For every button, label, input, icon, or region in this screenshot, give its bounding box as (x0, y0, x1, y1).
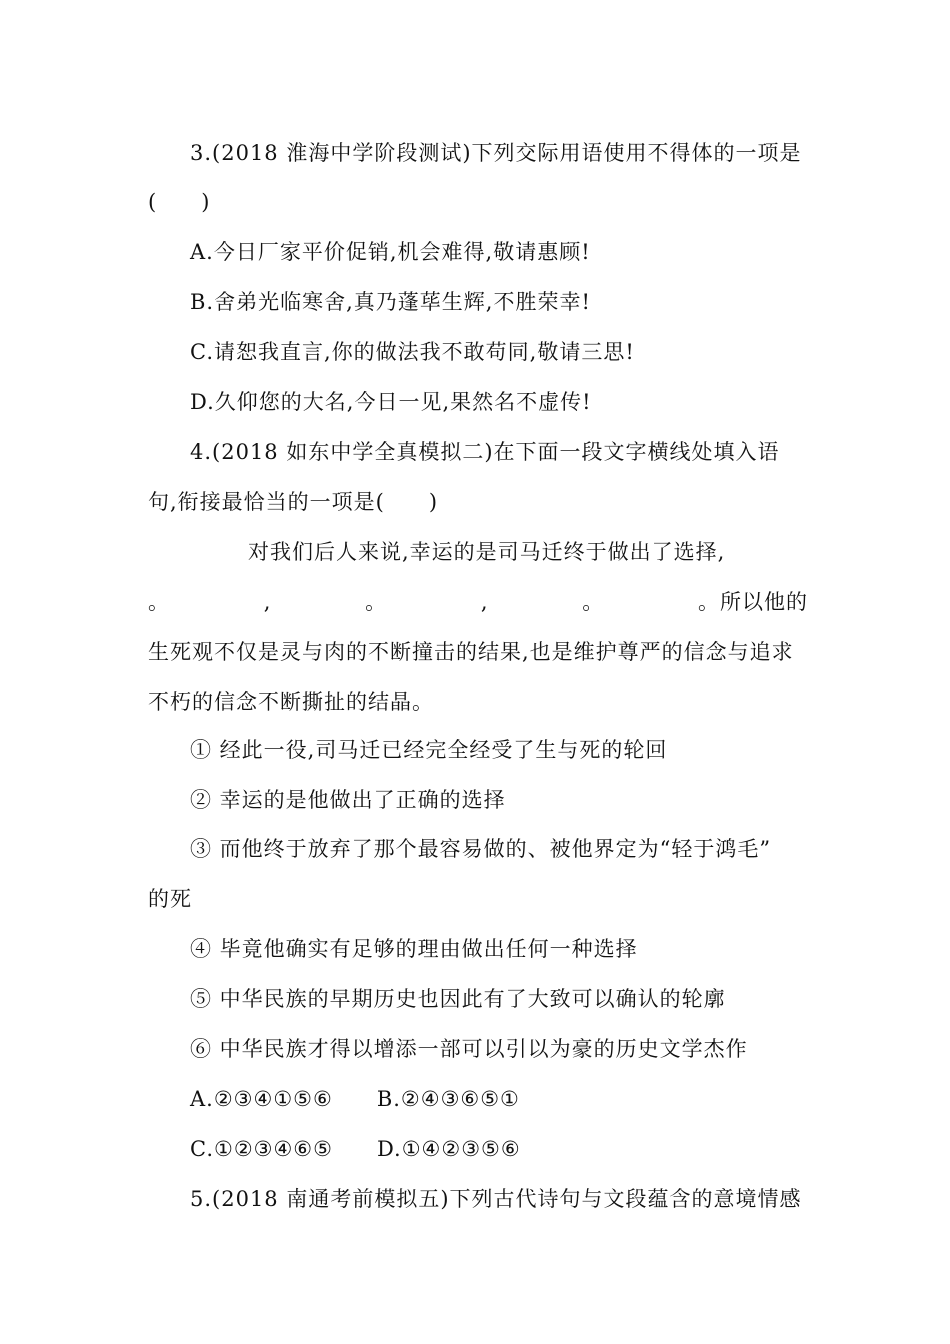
q4-sentence-4: ④ 毕竟他确实有足够的理由做出任何一种选择 (190, 937, 638, 961)
q4-stem-line-1: 4.(2018 如东中学全真模拟二)在下面一段文字横线处填入语 (190, 440, 780, 464)
q5-stem-line-1: 5.(2018 南通考前模拟五)下列古代诗句与文段蕴含的意境情感 (190, 1187, 802, 1211)
blank-mark: 。所以他的 (697, 590, 808, 614)
blank-mark: , (480, 590, 489, 614)
q4-passage-line-3: 生死观不仅是灵与肉的不断撞击的结果,也是维护尊严的信念与追求 (148, 640, 794, 664)
q4-choice-c: C.①②③④⑥⑤ (190, 1137, 333, 1161)
q4-choice-d: D.①④②③⑤⑥ (376, 1137, 521, 1161)
q3-stem-line-2: ( ) (148, 190, 211, 214)
q4-passage-line-1: 对我们后人来说,幸运的是司马迁终于做出了选择, (248, 540, 726, 564)
blank-mark: , (263, 590, 272, 614)
q4-sentence-2: ② 幸运的是他做出了正确的选择 (190, 788, 506, 812)
q3-option-a: A.今日厂家平价促销,机会难得,敬请惠顾! (190, 240, 591, 264)
blank-mark: 。 (148, 590, 170, 614)
q4-sentence-5: ⑤ 中华民族的早期历史也因此有了大致可以确认的轮廓 (190, 987, 726, 1011)
q3-option-d: D.久仰您的大名,今日一见,果然名不虚传! (190, 390, 592, 414)
q4-choice-a: A.②③④①⑤⑥ (190, 1087, 333, 1111)
q4-passage-blank-line (148, 589, 808, 615)
q4-sentence-3: ③ 而他终于放弃了那个最容易做的、被他界定为“轻于鸿毛” (190, 837, 772, 861)
q4-sentence-6: ⑥ 中华民族才得以增添一部可以引以为豪的历史文学杰作 (190, 1037, 748, 1061)
q3-option-c: C.请恕我直言,你的做法我不敢苟同,敬请三思! (190, 340, 635, 364)
blank-mark: 。 (365, 590, 388, 614)
q4-passage-line-4: 不朽的信念不断撕扯的结晶。 (148, 690, 434, 714)
q4-choices-row-2 (190, 1136, 521, 1162)
q4-stem-line-2: 句,衔接最恰当的一项是( ) (148, 490, 439, 514)
q3-stem-line-1: 3.(2018 淮海中学阶段测试)下列交际用语使用不得体的一项是 (190, 141, 802, 165)
q4-sentence-1: ① 经此一役,司马迁已经完全经受了生与死的轮回 (190, 738, 668, 762)
q3-option-b: B.舍弟光临寒舍,真乃蓬荜生辉,不胜荣幸! (190, 290, 591, 314)
q4-sentence-3-cont: 的死 (148, 887, 192, 911)
q4-choices-row-1 (190, 1086, 520, 1112)
blank-mark: 。 (582, 590, 605, 614)
q4-choice-b: B.②④③⑥⑤① (376, 1087, 520, 1111)
